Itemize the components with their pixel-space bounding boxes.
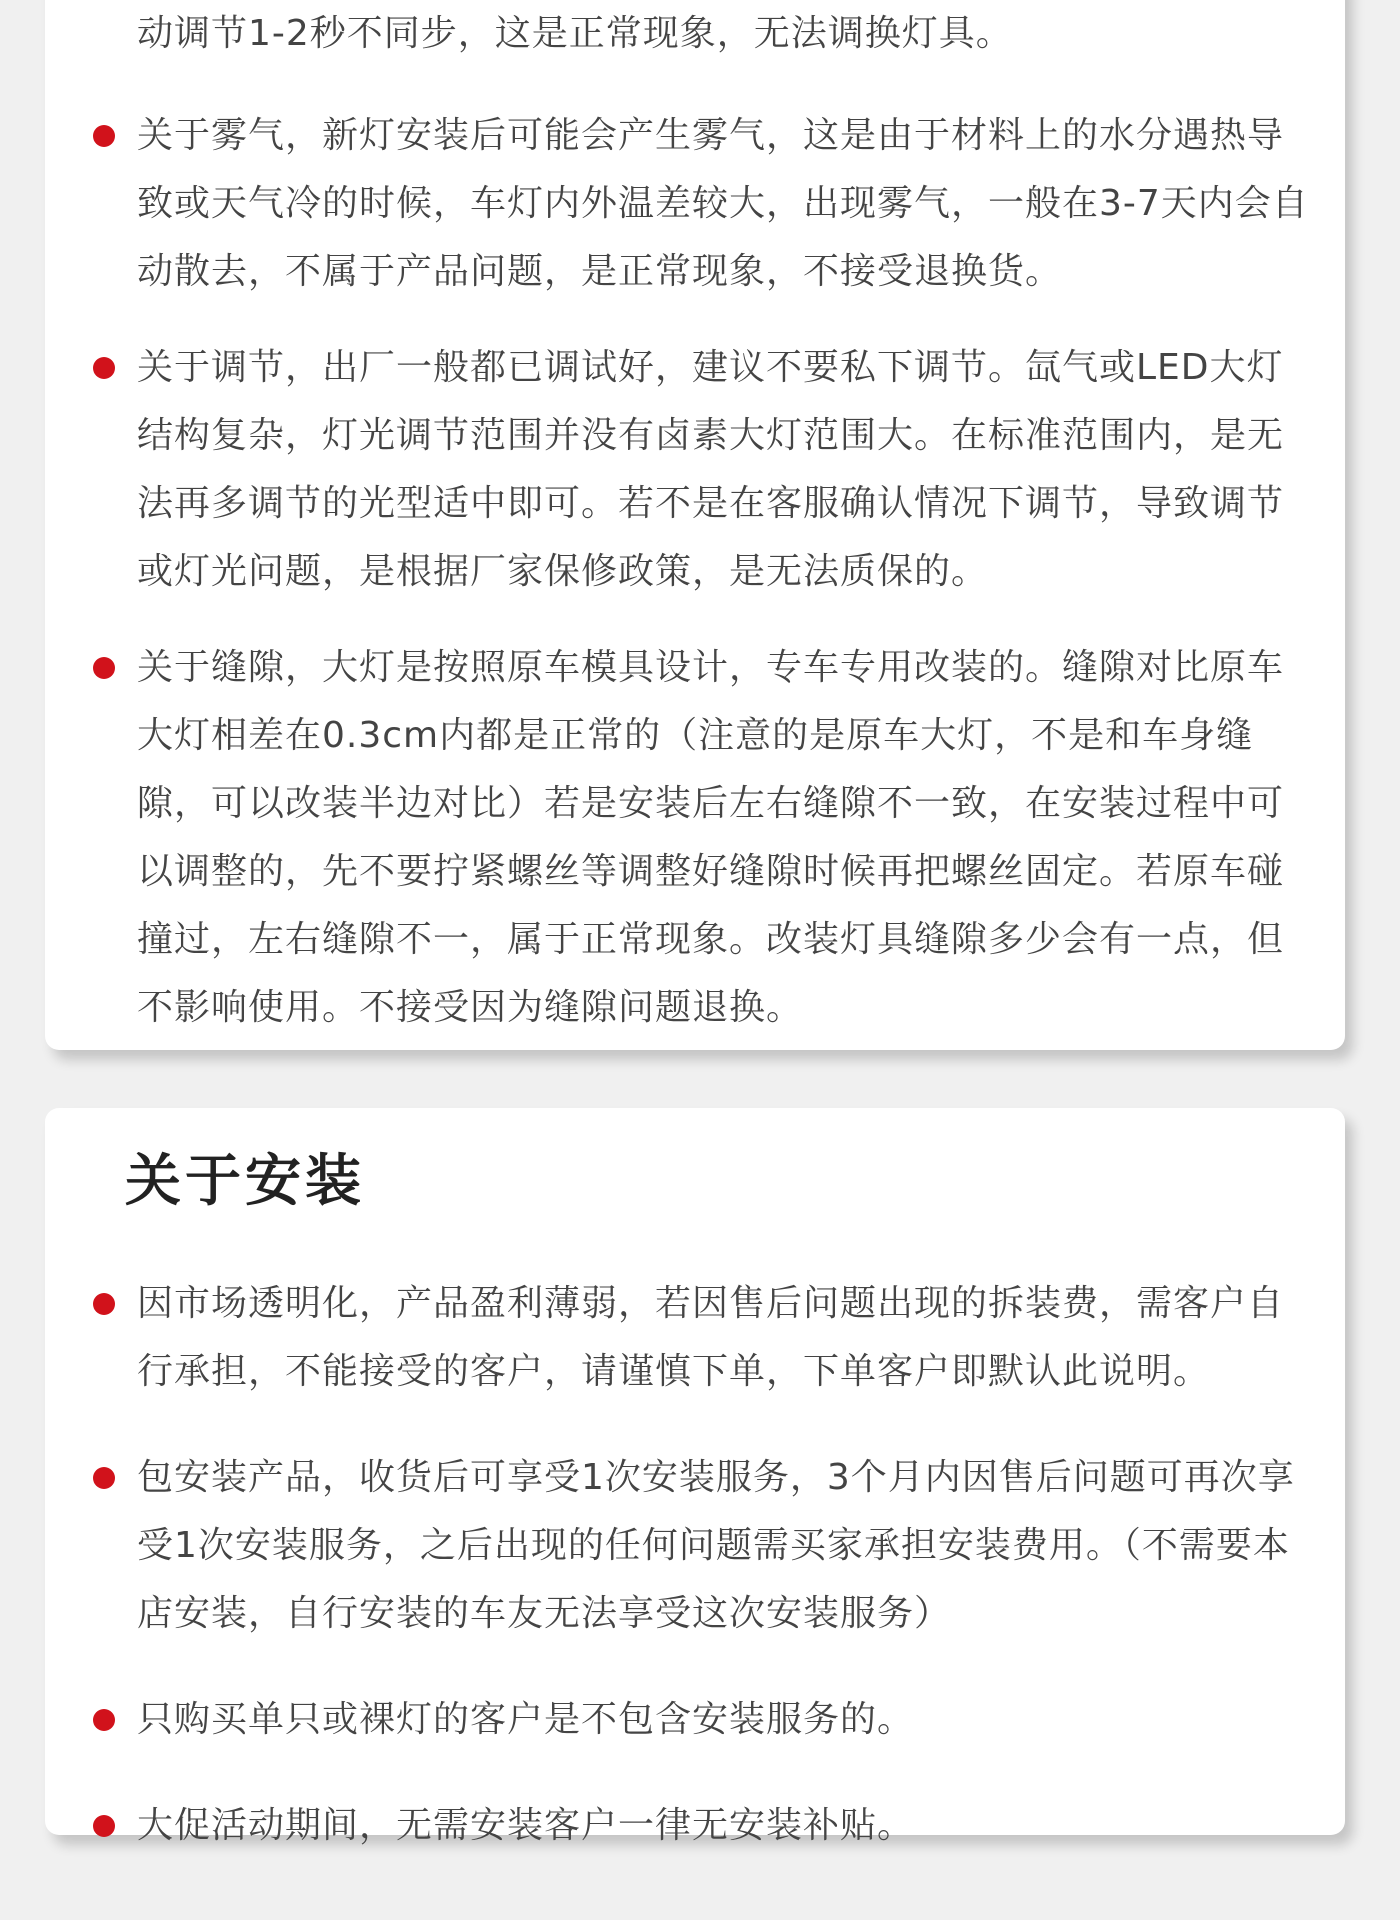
notice-card-top [45,0,1345,1050]
install-text: 大促活动期间，无需安装客户一律无安装补贴。 [137,1805,915,1846]
bullet-dot-icon [93,1815,115,1837]
bullet-dot-icon [93,1467,115,1489]
bullet-dot-icon [93,1709,115,1731]
bullet-dot-icon [93,657,115,679]
notice-item-gap [93,634,1309,1042]
install-text: 只购买单只或裸灯的客户是不包含安装服务的。 [137,1699,915,1740]
install-text: 包安装产品，收货后可享受1次安装服务，3个月内因售后问题可再次享受1次安装服务，之后出现的任何问题需买家承担安装费用。（不需要本店安装，自行安装的车友无法享受这次安装服务） [137,1457,1295,1634]
notice-text: 动调节1-2秒不同步，这是正常现象，无法调换灯具。 [137,13,1013,54]
notice-text: 关于调节，出厂一般都已调试好，建议不要私下调节。氙气或LED大灯结构复杂，灯光调节范围并没有卤素大灯范围大。在标准范围内，是无法再多调节的光型适中即可。若不是在客服确认情况下调节，导致调节或灯光问题，是根据厂家保修政策，是无法质保的。 [137,347,1285,592]
bullet-dot-icon [93,125,115,147]
bullet-dot-icon [93,1293,115,1315]
notice-item-continuation [93,0,1309,68]
section-title: 关于安装 [125,1149,365,1214]
install-item-cost [93,1270,1309,1406]
notice-text: 关于雾气，新灯安装后可能会产生雾气，这是由于材料上的水分遇热导致或天气冷的时候，车灯内外温差较大，出现雾气，一般在3-7天内会自动散去，不属于产品问题，是正常现象，不接受退换货。 [137,115,1309,292]
notice-text: 关于缝隙，大灯是按照原车模具设计，专车专用改装的。缝隙对比原车大灯相差在0.3cm内都是正常的（注意的是原车大灯，不是和车身缝隙，可以改装半边对比）若是安装后左右缝隙不一致，在安装过程中可以调整的，先不要拧紧螺丝等调整好缝隙时候再把螺丝固定。若原车碰撞过，左右缝隙不一，属于正常现象。改装灯具缝隙多少会有一点，但不影响使用。不接受因为缝隙问题退换。 [137,647,1285,1028]
notice-item-fog [93,102,1309,306]
bullet-dot-icon [93,357,115,379]
install-text: 因市场透明化，产品盈利薄弱，若因售后问题出现的拆装费，需客户自行承担，不能接受的客户，请谨慎下单，下单客户即默认此说明。 [137,1283,1285,1392]
install-item-promo [93,1792,1309,1860]
install-card [45,1108,1345,1846]
notice-item-adjustment [93,334,1309,606]
install-item-single [93,1686,1309,1754]
install-item-service [93,1444,1309,1648]
